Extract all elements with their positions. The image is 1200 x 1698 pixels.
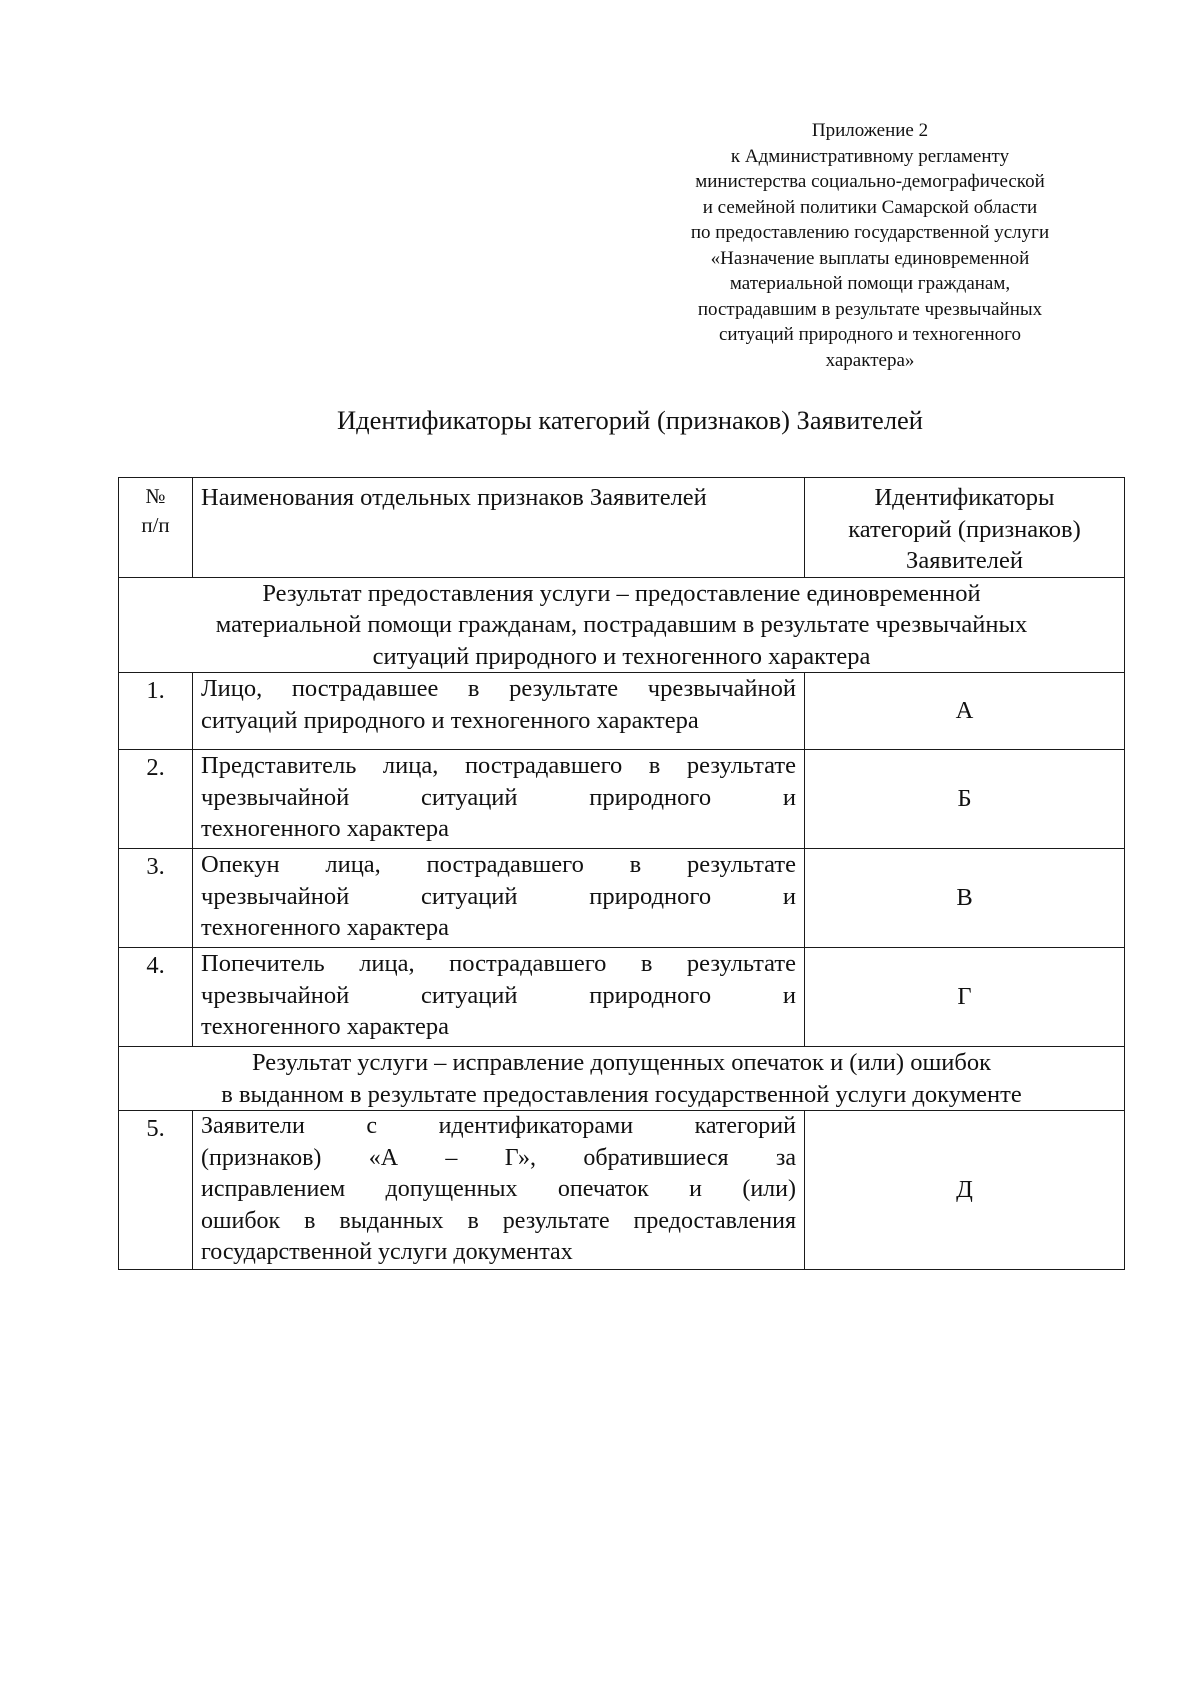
section-line: в выданном в результате предоставления государственной услуги документе bbox=[221, 1080, 1022, 1108]
identifiers-table bbox=[118, 477, 1125, 1270]
section-heading-1 bbox=[119, 577, 1125, 673]
document-title: Идентификаторы категорий (признаков) Заявителей bbox=[336, 405, 923, 435]
description-line: техногенного характера bbox=[201, 815, 449, 842]
header-identifier-line: категорий (признаков) bbox=[848, 515, 1081, 543]
header-number-sign: № bbox=[145, 484, 166, 508]
section-line: материальной помощи гражданам, пострадавшим в результате чрезвычайных bbox=[215, 611, 1028, 638]
row-number: 2. bbox=[119, 750, 193, 849]
description-line: Представитель лица, пострадавшего в результате bbox=[201, 752, 796, 779]
appendix-line: к Административному регламенту bbox=[730, 145, 1010, 167]
row-description bbox=[193, 750, 805, 849]
appendix-line: министерства социально-демографической bbox=[695, 171, 1045, 192]
row-description bbox=[193, 1111, 805, 1270]
appendix-line: по предоставлению государственной услуги bbox=[690, 222, 1050, 243]
appendix-line: Приложение 2 bbox=[811, 120, 929, 141]
table-row bbox=[119, 849, 1125, 948]
description-line: государственной услуги документах bbox=[201, 1239, 573, 1265]
header-number-abbr: п/п bbox=[141, 513, 170, 537]
table-row bbox=[119, 1111, 1125, 1270]
description-line: чрезвычайной ситуаций природного и bbox=[201, 783, 796, 811]
description-line: чрезвычайной ситуаций природного и bbox=[201, 882, 796, 910]
description-line: Заявители с идентификаторами категорий bbox=[201, 1113, 796, 1139]
header-number-cell bbox=[119, 478, 193, 578]
section-heading-2 bbox=[119, 1047, 1125, 1111]
appendix-line: материальной помощи гражданам, bbox=[729, 273, 1011, 294]
row-identifier: Г bbox=[805, 948, 1125, 1047]
section-line: Результат предоставления услуги – предоставление единовременной bbox=[262, 579, 981, 607]
description-line: Опекун лица, пострадавшего в результате bbox=[201, 851, 796, 878]
header-identifier-line: Идентификаторы bbox=[874, 484, 1055, 511]
header-name-cell: Наименования отдельных признаков Заявителей bbox=[193, 478, 805, 578]
row-number: 5. bbox=[119, 1111, 193, 1270]
row-identifier: В bbox=[805, 849, 1125, 948]
description-line: ошибок в выданных в результате предоставления bbox=[201, 1207, 796, 1234]
appendix-line: ситуаций природного и техногенного bbox=[719, 324, 1021, 345]
appendix-line: характера» bbox=[825, 349, 915, 371]
section-row bbox=[119, 1047, 1125, 1111]
description-line: Лицо, пострадавшее в результате чрезвычайной bbox=[201, 675, 796, 702]
description-line: техногенного характера bbox=[201, 1013, 449, 1040]
section-line: Результат услуги – исправление допущенных опечаток и (или) ошибок bbox=[251, 1049, 992, 1076]
row-description bbox=[193, 849, 805, 948]
appendix-line: и семейной политики Самарской области bbox=[702, 196, 1038, 218]
appendix-line: «Назначение выплаты единовременной bbox=[710, 247, 1030, 269]
row-identifier: Д bbox=[805, 1111, 1125, 1270]
table-row bbox=[119, 948, 1125, 1047]
header-identifier-cell bbox=[805, 478, 1125, 578]
appendix-line: пострадавшим в результате чрезвычайных bbox=[697, 298, 1043, 320]
row-identifier: А bbox=[805, 673, 1125, 750]
appendix-header bbox=[640, 118, 1100, 373]
table-row bbox=[119, 750, 1125, 849]
section-row bbox=[119, 577, 1125, 673]
row-number: 4. bbox=[119, 948, 193, 1047]
description-line: техногенного характера bbox=[201, 914, 449, 941]
header-identifier-line: Заявителей bbox=[906, 547, 1023, 574]
row-number: 1. bbox=[119, 673, 193, 750]
section-line: ситуаций природного и техногенного характера bbox=[372, 642, 871, 670]
description-line: чрезвычайной ситуаций природного и bbox=[201, 981, 796, 1009]
table-row bbox=[119, 673, 1125, 750]
row-number: 3. bbox=[119, 849, 193, 948]
description-line: Попечитель лица, пострадавшего в результате bbox=[201, 950, 796, 977]
description-line: ситуаций природного и техногенного характера bbox=[201, 706, 699, 734]
row-identifier: Б bbox=[805, 750, 1125, 849]
description-line: (признаков) «А – Г», обратившиеся за bbox=[201, 1144, 796, 1171]
description-line: исправлением допущенных опечаток и (или) bbox=[201, 1176, 796, 1202]
row-description bbox=[193, 673, 805, 750]
table-header-row bbox=[119, 478, 1125, 578]
row-description bbox=[193, 948, 805, 1047]
